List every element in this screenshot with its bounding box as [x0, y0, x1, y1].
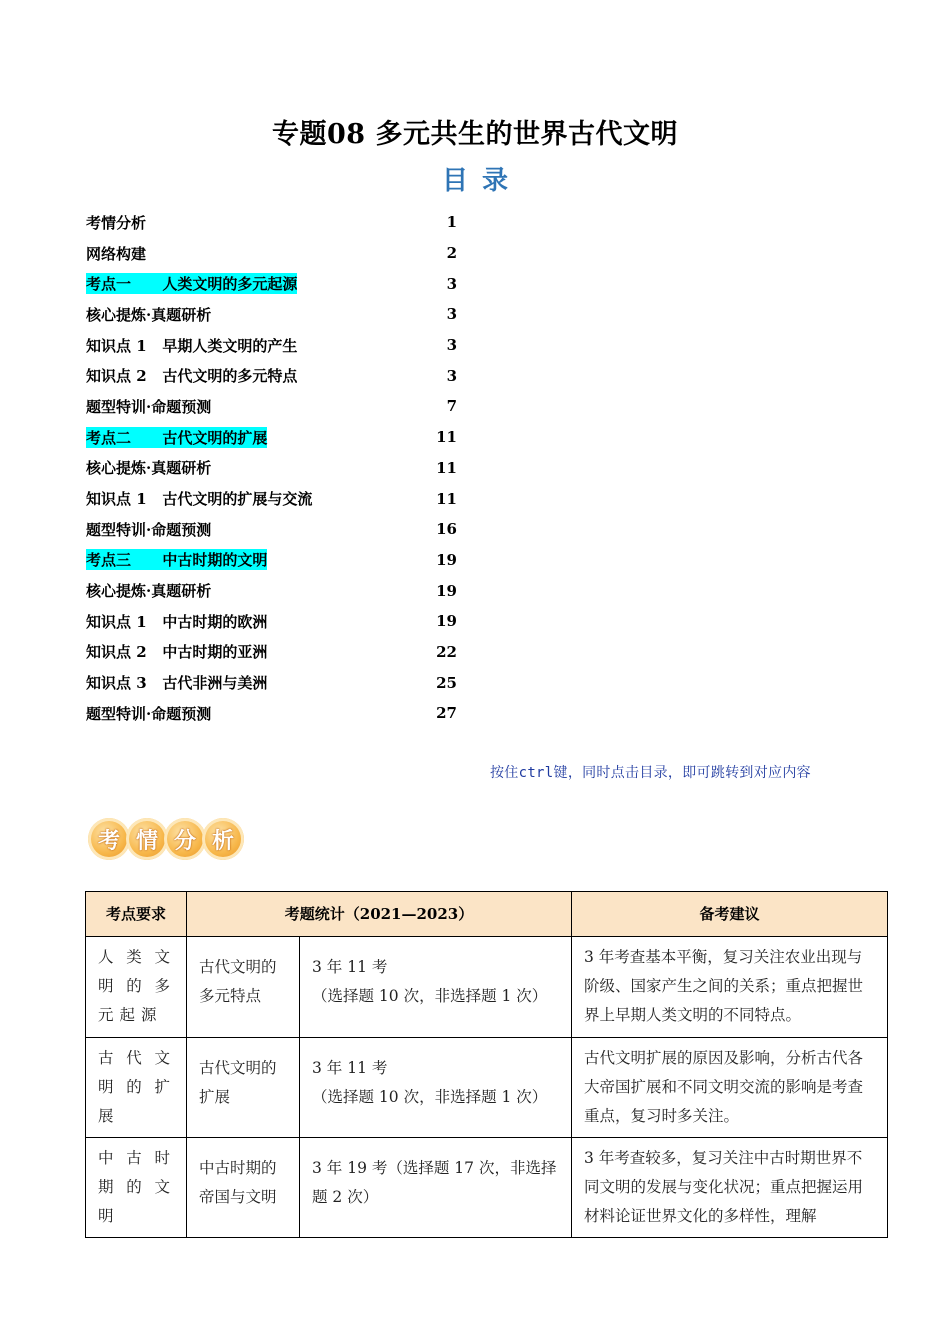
toc-entry-label[interactable]: 知识点 1 早期人类文明的产生: [86, 336, 298, 355]
toc-entry-page[interactable]: 3: [446, 274, 457, 293]
toc-entry-page[interactable]: 1: [446, 213, 457, 232]
toc-entry-page[interactable]: 3: [446, 305, 457, 324]
toc-entry-page[interactable]: 2: [446, 244, 457, 263]
toc-entry-page[interactable]: 7: [446, 397, 457, 416]
stat-detail: （选择题 10 次，非选择题 1 次）: [312, 987, 548, 1005]
toc-entry-page[interactable]: 3: [446, 336, 457, 355]
toc-entry-label[interactable]: 考点三 中古时期的文明: [86, 551, 268, 570]
toc-heading: 目录: [441, 166, 522, 196]
toc-entry[interactable]: [86, 238, 466, 269]
stat-detail: （选择题 10 次，非选择题 1 次）: [312, 1088, 548, 1106]
toc-entry-page[interactable]: 11: [436, 489, 457, 508]
toc-entry[interactable]: [86, 483, 466, 514]
toc-entry-page[interactable]: 19: [436, 581, 457, 600]
table-row: [86, 1038, 888, 1138]
stat-line: 3 年 19 考（选择题 17 次，非选择题 2 次）: [312, 1159, 557, 1206]
cell-requirement: 中古时期的文明: [86, 1138, 187, 1238]
toc-entry-label[interactable]: 网络构建: [86, 244, 147, 263]
toc-entry[interactable]: [86, 545, 466, 576]
table-row: [86, 1138, 888, 1238]
navigation-hint: 按住ctrl键，同时点击目录，即可跳转到对应内容: [490, 765, 811, 781]
toc-entry[interactable]: [86, 698, 466, 729]
header-statistics: 考题统计（2021—2023）: [187, 892, 572, 937]
badge-char: 分: [164, 818, 206, 860]
toc-entry-label[interactable]: 核心提炼·真题研析: [86, 582, 212, 601]
exam-analysis-table: [85, 891, 888, 1238]
toc-entry[interactable]: [86, 637, 466, 668]
toc-entry-page[interactable]: 19: [436, 612, 457, 631]
table-of-contents: [86, 207, 466, 729]
toc-entry-label[interactable]: 考点二 古代文明的扩展: [86, 428, 268, 447]
toc-entry-page[interactable]: 25: [436, 673, 457, 692]
toc-entry-page[interactable]: 16: [436, 520, 457, 539]
toc-entry[interactable]: [86, 422, 466, 453]
toc-entry[interactable]: [86, 360, 466, 391]
toc-entry[interactable]: [86, 330, 466, 361]
stat-line: 3 年 11 考: [312, 958, 388, 976]
header-advice: 备考建议: [572, 892, 888, 937]
cell-topic: 古代文明的多元特点: [187, 937, 300, 1038]
cell-statistics: [300, 937, 572, 1038]
toc-entry-page[interactable]: 19: [436, 550, 457, 569]
cell-requirement: 人类文明的多元起源: [86, 937, 187, 1038]
cell-advice: 3 年考查较多，复习关注中古时期世界不同文明的发展与变化状况；重点把握运用材料论证世界文化的多样性，理解: [572, 1138, 888, 1238]
toc-entry-label[interactable]: 知识点 1 古代文明的扩展与交流: [86, 490, 313, 509]
toc-entry[interactable]: [86, 299, 466, 330]
toc-entry-label[interactable]: 考点一 人类文明的多元起源: [86, 275, 298, 294]
cell-advice: 古代文明扩展的原因及影响，分析古代各大帝国扩展和不同文明交流的影响是考查重点，复习时多关注。: [572, 1038, 888, 1138]
cell-topic: 古代文明的扩展: [187, 1038, 300, 1138]
toc-entry-label[interactable]: 题型特训·命题预测: [86, 397, 212, 416]
document-title: 专题08 多元共生的世界古代文明: [272, 119, 678, 150]
stat-line: 3 年 11 考: [312, 1059, 388, 1077]
cell-requirement: 古代文明的扩展: [86, 1038, 187, 1138]
toc-entry[interactable]: [86, 575, 466, 606]
toc-entry[interactable]: [86, 268, 466, 299]
toc-entry-label[interactable]: 题型特训·命题预测: [86, 704, 212, 723]
toc-entry[interactable]: [86, 207, 466, 238]
toc-entry-page[interactable]: 3: [446, 366, 457, 385]
toc-entry-label[interactable]: 核心提炼·真题研析: [86, 459, 212, 478]
toc-entry-page[interactable]: 11: [436, 458, 457, 477]
toc-entry-label[interactable]: 考情分析: [86, 213, 147, 232]
toc-entry-page[interactable]: 22: [436, 642, 457, 661]
cell-advice: 3 年考查基本平衡，复习关注农业出现与阶级、国家产生之间的关系；重点把握世界上早期人类文明的不同特点。: [572, 937, 888, 1038]
section-badge-kaoqing-fenxi: [88, 818, 240, 860]
table-row: [86, 937, 888, 1038]
toc-entry[interactable]: [86, 606, 466, 637]
cell-topic: 中古时期的帝国与文明: [187, 1138, 300, 1238]
toc-entry-label[interactable]: 题型特训·命题预测: [86, 520, 212, 539]
toc-entry[interactable]: [86, 667, 466, 698]
toc-entry[interactable]: [86, 514, 466, 545]
toc-entry-page[interactable]: 11: [436, 428, 457, 447]
toc-entry[interactable]: [86, 453, 466, 484]
header-requirement: 考点要求: [86, 892, 187, 937]
cell-statistics: [300, 1038, 572, 1138]
table-header-row: [86, 892, 888, 937]
toc-entry-page[interactable]: 27: [436, 704, 457, 723]
toc-entry-label[interactable]: 核心提炼·真题研析: [86, 305, 212, 324]
toc-entry[interactable]: [86, 391, 466, 422]
cell-statistics: [300, 1138, 572, 1238]
badge-char: 考: [88, 818, 130, 860]
toc-entry-label[interactable]: 知识点 1 中古时期的欧洲: [86, 612, 268, 631]
toc-entry-label[interactable]: 知识点 3 古代非洲与美洲: [86, 674, 268, 693]
toc-entry-label[interactable]: 知识点 2 古代文明的多元特点: [86, 367, 298, 386]
badge-char: 情: [126, 818, 168, 860]
badge-char: 析: [202, 818, 244, 860]
toc-entry-label[interactable]: 知识点 2 中古时期的亚洲: [86, 643, 268, 662]
